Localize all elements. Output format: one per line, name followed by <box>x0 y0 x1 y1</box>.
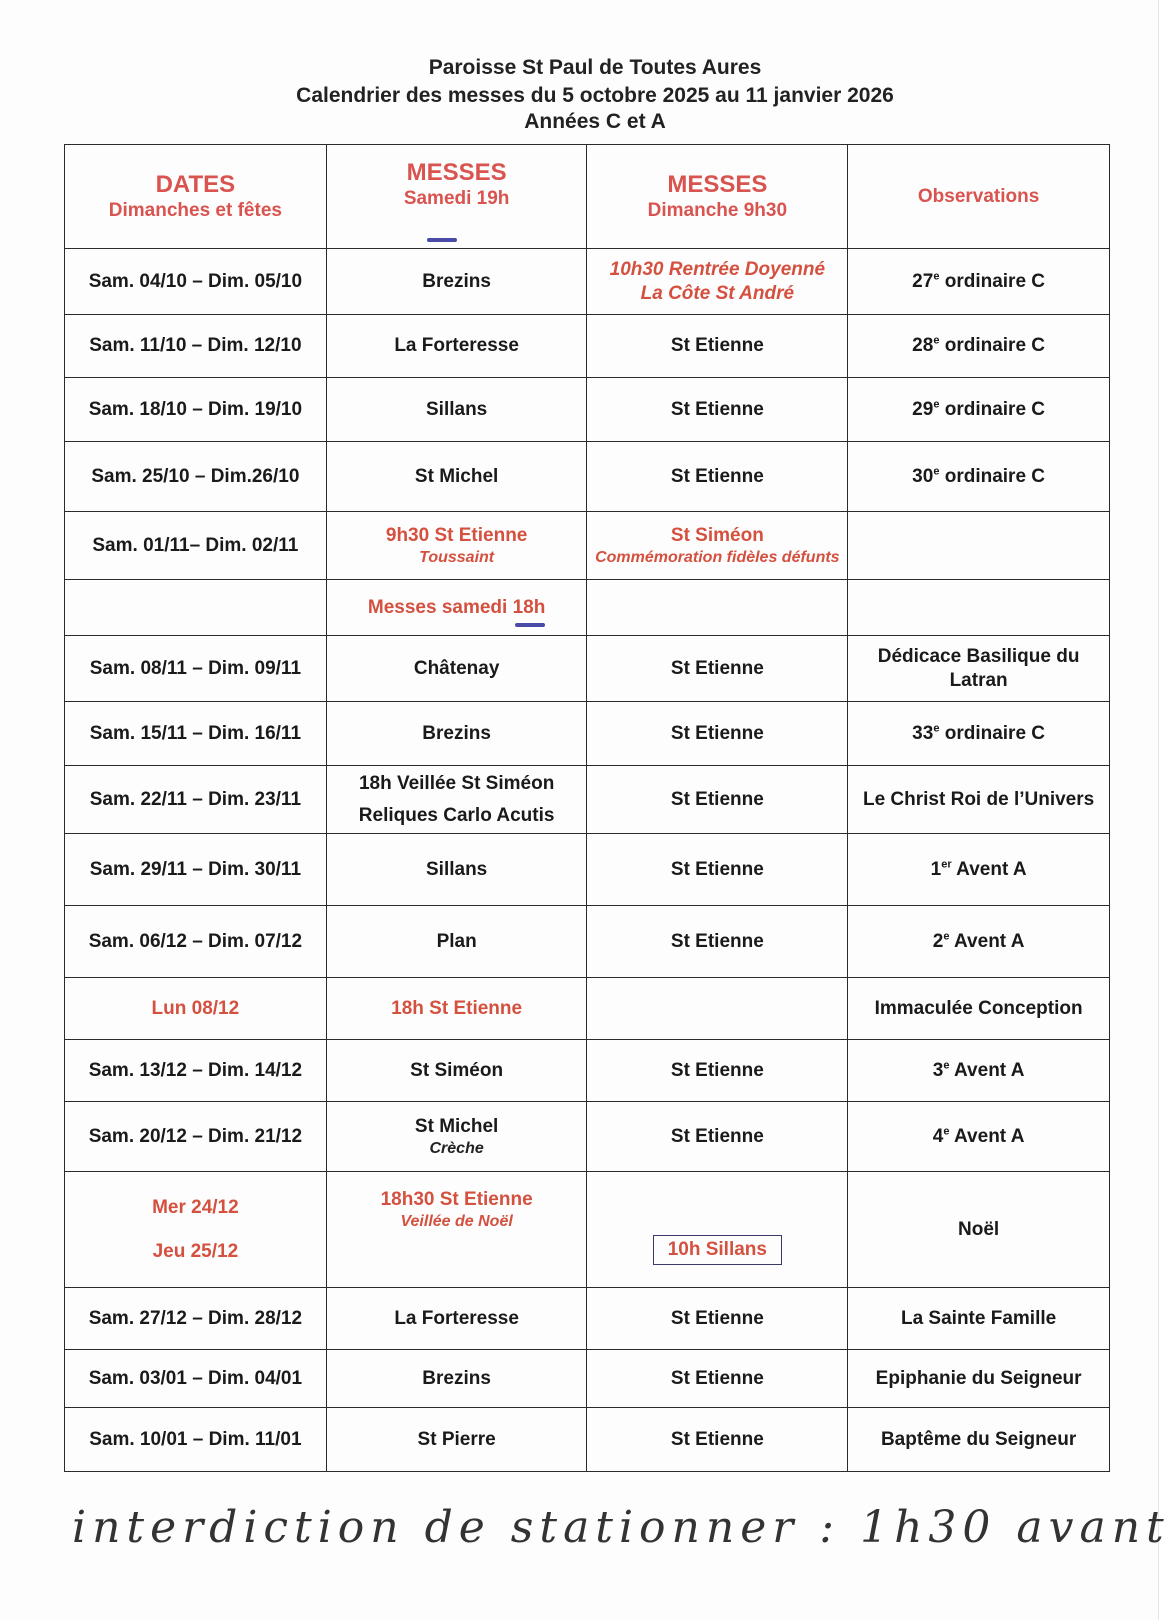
pen-scribble <box>515 623 545 627</box>
observation-cell: 3e Avent A <box>848 1040 1110 1102</box>
saturday-cell: 18h30 St Etienne Veillée de Noël <box>326 1172 587 1288</box>
observation-cell <box>848 512 1110 580</box>
saturday-cell: 18h Veillée St Siméon Reliques Carlo Acutis <box>326 766 587 834</box>
date-cell: Sam. 03/01 – Dim. 04/01 <box>65 1350 327 1408</box>
date-cell: Sam. 06/12 – Dim. 07/12 <box>65 906 327 978</box>
table-header-row <box>65 145 1110 249</box>
date-cell: Sam. 15/11 – Dim. 16/11 <box>65 702 327 766</box>
header-sunday: MESSES Dimanche 9h30 <box>587 145 848 249</box>
sunday-cell: St Etienne <box>587 1040 848 1102</box>
calendar-title: Calendrier des messes du 5 octobre 2025 au 11 janvier 2026 <box>296 84 894 107</box>
header-observations: Observations <box>848 145 1110 249</box>
observation-cell: 1er Avent A <box>848 834 1110 906</box>
sunday-cell: St Etienne <box>587 636 848 702</box>
parish-title: Paroisse St Paul de Toutes Aures <box>428 56 762 79</box>
sunday-cell <box>587 978 848 1040</box>
sunday-cell: St Etienne <box>587 442 848 512</box>
table-row <box>65 1172 1110 1288</box>
date-cell: Sam. 13/12 – Dim. 14/12 <box>65 1040 327 1102</box>
table-row <box>65 1350 1110 1408</box>
section-label: Messes samedi 18h <box>326 580 587 636</box>
table-row <box>65 978 1110 1040</box>
observation-cell: La Sainte Famille <box>848 1288 1110 1350</box>
table-row <box>65 249 1110 315</box>
date-cell: Sam. 01/11– Dim. 02/11 <box>65 512 327 580</box>
table-row <box>65 512 1110 580</box>
saturday-cell: La Forteresse <box>326 315 587 378</box>
saturday-cell: Châtenay <box>326 636 587 702</box>
header-saturday: MESSES Samedi 19h <box>326 145 587 249</box>
sunday-cell: St Siméon Commémoration fidèles défunts <box>587 512 848 580</box>
observation-cell: 33e ordinaire C <box>848 702 1110 766</box>
saturday-cell: St Michel Crèche <box>326 1102 587 1172</box>
saturday-cell: 9h30 St Etienne Toussaint <box>326 512 587 580</box>
years-title: Années C et A <box>524 110 666 133</box>
date-cell: Sam. 10/01 – Dim. 11/01 <box>65 1408 327 1472</box>
saturday-cell: Sillans <box>326 834 587 906</box>
sunday-cell: St Etienne <box>587 1102 848 1172</box>
table-row <box>65 378 1110 442</box>
date-cell: Sam. 08/11 – Dim. 09/11 <box>65 636 327 702</box>
sunday-cell: St Etienne <box>587 315 848 378</box>
handwritten-note: interdiction de stationner : 1h30 avant <box>72 1502 1170 1553</box>
table-row <box>65 834 1110 906</box>
table-row <box>65 315 1110 378</box>
saturday-cell: Sillans <box>326 378 587 442</box>
table-row <box>65 1408 1110 1472</box>
observation-cell: Baptême du Seigneur <box>848 1408 1110 1472</box>
sunday-cell: St Etienne <box>587 702 848 766</box>
table-row <box>65 442 1110 512</box>
saturday-cell: Brezins <box>326 1350 587 1408</box>
section-row <box>65 580 1110 636</box>
observation-cell: Immaculée Conception <box>848 978 1110 1040</box>
observation-cell: 2e Avent A <box>848 906 1110 978</box>
table-row <box>65 1102 1110 1172</box>
sunday-cell: St Etienne <box>587 906 848 978</box>
date-cell: Sam. 04/10 – Dim. 05/10 <box>65 249 327 315</box>
saturday-cell: St Pierre <box>326 1408 587 1472</box>
table-row <box>65 1288 1110 1350</box>
date-cell: Sam. 25/10 – Dim.26/10 <box>65 442 327 512</box>
header-dates: DATES Dimanches et fêtes <box>65 145 327 249</box>
date-cell: Sam. 27/12 – Dim. 28/12 <box>65 1288 327 1350</box>
saturday-cell: Plan <box>326 906 587 978</box>
saturday-cell: 18h St Etienne <box>326 978 587 1040</box>
sunday-cell: St Etienne <box>587 766 848 834</box>
date-cell <box>65 580 327 636</box>
table-row <box>65 1040 1110 1102</box>
date-cell: Sam. 20/12 – Dim. 21/12 <box>65 1102 327 1172</box>
observation-cell: 30e ordinaire C <box>848 442 1110 512</box>
sunday-cell: 10h30 Rentrée Doyenné La Côte St André <box>587 249 848 315</box>
observation-cell: 29e ordinaire C <box>848 378 1110 442</box>
saturday-cell: Brezins <box>326 702 587 766</box>
date-cell: Lun 08/12 <box>65 978 327 1040</box>
saturday-cell: La Forteresse <box>326 1288 587 1350</box>
observation-cell: Noël <box>848 1172 1110 1288</box>
date-cell: Sam. 29/11 – Dim. 30/11 <box>65 834 327 906</box>
observation-cell: Epiphanie du Seigneur <box>848 1350 1110 1408</box>
sunday-cell: St Etienne <box>587 1350 848 1408</box>
saturday-cell: St Michel <box>326 442 587 512</box>
date-cell: Sam. 22/11 – Dim. 23/11 <box>65 766 327 834</box>
table-row <box>65 906 1110 978</box>
sunday-cell: St Etienne <box>587 1408 848 1472</box>
sunday-cell: St Etienne <box>587 1288 848 1350</box>
observation-cell: 4e Avent A <box>848 1102 1110 1172</box>
observation-cell <box>848 580 1110 636</box>
observation-cell: 27e ordinaire C <box>848 249 1110 315</box>
date-cell: Mer 24/12 Jeu 25/12 <box>65 1172 327 1288</box>
pen-scribble <box>427 238 457 242</box>
mass-calendar-table <box>64 144 1110 1472</box>
date-cell: Sam. 18/10 – Dim. 19/10 <box>65 378 327 442</box>
date-cell: Sam. 11/10 – Dim. 12/10 <box>65 315 327 378</box>
observation-cell: Dédicace Basilique du Latran <box>848 636 1110 702</box>
observation-cell: 28e ordinaire C <box>848 315 1110 378</box>
sunday-cell: St Etienne <box>587 834 848 906</box>
saturday-cell: St Siméon <box>326 1040 587 1102</box>
saturday-cell: Brezins <box>326 249 587 315</box>
sunday-cell <box>587 580 848 636</box>
table-row <box>65 636 1110 702</box>
table-row <box>65 766 1110 834</box>
sunday-cell: 10h Sillans <box>587 1172 848 1288</box>
table-row <box>65 702 1110 766</box>
sunday-cell: St Etienne <box>587 378 848 442</box>
observation-cell: Le Christ Roi de l’Univers <box>848 766 1110 834</box>
